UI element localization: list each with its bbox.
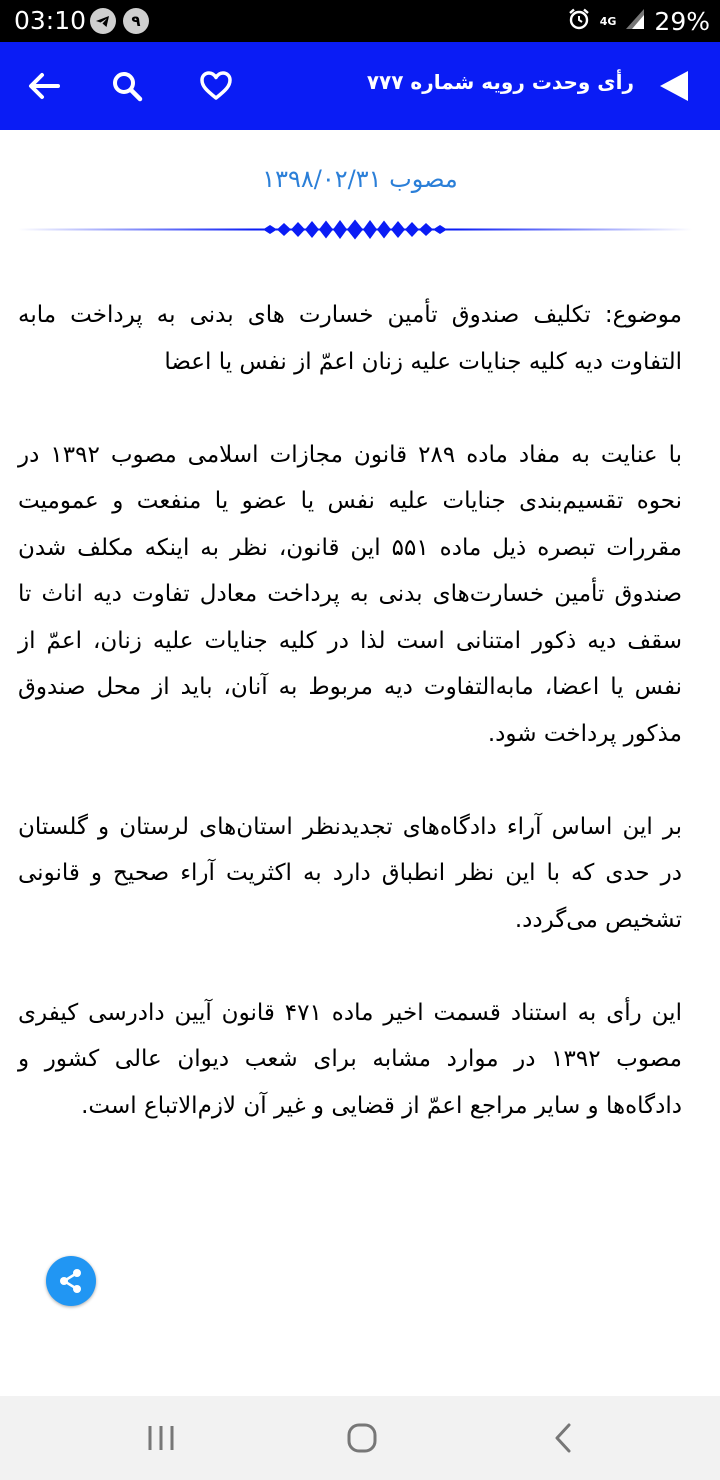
favorite-button[interactable] [192,62,240,110]
article-paragraph-binding: این رأی به استناد قسمت اخیر ماده ۴۷۱ قانون آیین دادرسی کیفری مصوب ۱۳۹۲ در موارد مشابه برای شعب دیوان عالی کشور و دادگاه‌ها و سایر مراجع اعمّ از قضایی و غیر آن لازم‌الاتباع است. [18,999,682,1119]
alarm-icon [566,6,592,36]
triangle-left-icon [656,68,692,104]
home-icon [346,1422,378,1454]
signal-icon [624,7,646,35]
home-button[interactable] [340,1418,384,1458]
menu-toggle-button[interactable] [650,62,698,110]
share-icon [56,1266,86,1296]
recents-icon [146,1424,176,1452]
search-button[interactable] [103,62,151,110]
system-nav-bar [0,1396,720,1480]
status-bar [0,0,720,42]
back-arrow-button[interactable] [20,62,68,110]
telegram-icon [90,8,116,34]
article-paragraph-basis: بر این اساس آراء دادگاه‌های تجدیدنظر استان‌های لرستان و گلستان در حدی که با این نظر انطباق دارد به اکثریت آراء صحیح و قانونی تشخیص می‌گردد. [18,813,682,933]
system-back-button[interactable] [542,1418,586,1458]
arrow-left-icon [24,66,64,106]
page-title: رأی وحدت رویه شماره ۷۷۷ [366,70,634,94]
article-paragraph-ruling: با عنایت به مفاد ماده ۲۸۹ قانون مجازات اسلامی مصوب ۱۳۹۲ در نحوه تقسیم‌بندی جنایات علیه نفس یا عضو یا منفعت و عمومیت مقررات تبصره ذیل ماده ۵۵۱ این قانون، نظر به اینکه مکلف شدن صندوق تأمین خسارت‌های بدنی به پرداخت معادل تفاوت دیه اناث تا سقف دیه ذکور امتنانی است لذا در کلیه جنایات علیه زنان، اعمّ از نفس یا اعضا، مابه‌التفاوت دیه مربوط به آنان، باید از محل صندوق مذکور پرداخت شود. [18,441,683,747]
ornament-divider-icon [18,216,692,244]
status-time: 03:10 [14,6,87,35]
notification-badge-icon: ۹ [123,8,149,34]
heart-icon [198,68,234,104]
app-toolbar [0,42,720,130]
status-right [566,4,710,38]
network-type: 4G [599,14,617,28]
share-button[interactable] [46,1256,96,1306]
article-paragraph-subject: موضوع: تکلیف صندوق تأمین خسارت های بدنی به پرداخت مابه التفاوت دیه کلیه جنایات علیه زنان اعمّ از نفس یا اعضا [18,302,682,375]
recents-button[interactable] [139,1418,183,1458]
battery-level: 29% [654,6,710,36]
chevron-left-icon [552,1422,576,1454]
article-body [18,292,682,1129]
search-icon [110,69,144,103]
approval-date: مصوب ۱۳۹۸/۰۲/۳۱ [262,165,458,193]
